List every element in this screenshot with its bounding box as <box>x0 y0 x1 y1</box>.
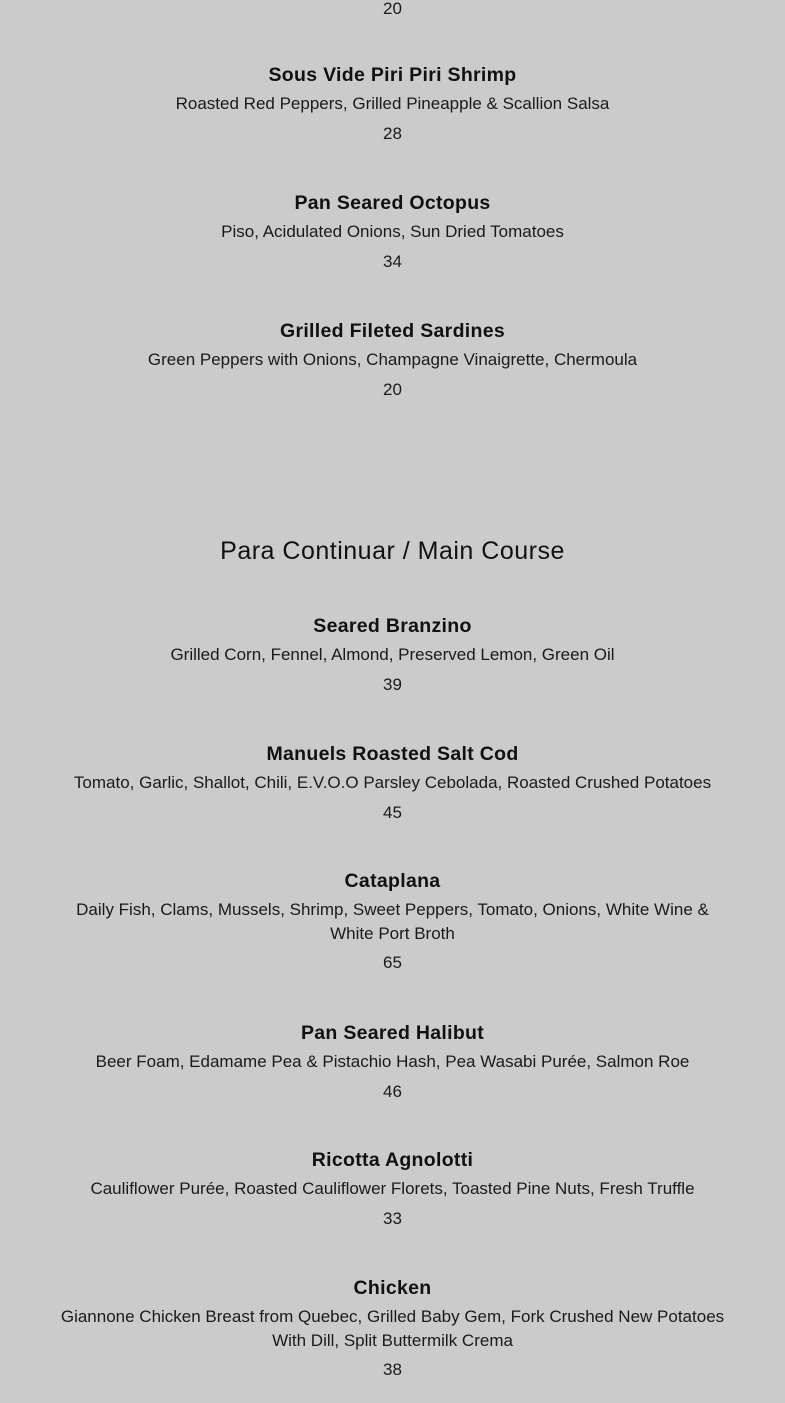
menu-item-name: Manuels Roasted Salt Cod <box>266 743 519 765</box>
menu-item-price: 45 <box>383 802 402 822</box>
menu-item-description: Daily Fish, Clams, Mussels, Shrimp, Sweet Peppers, Tomato, Onions, White Wine & White Port Broth <box>76 900 709 943</box>
menu-item <box>55 614 730 695</box>
menu-item-name: Sous Vide Piri Piri Shrimp <box>268 64 517 86</box>
menu-item <box>55 869 730 973</box>
menu-item-description: Grilled Corn, Fennel, Almond, Preserved Lemon, Green Oil <box>170 645 615 664</box>
menu-item-name: Seared Branzino <box>313 615 472 637</box>
menu-item-description: Piso, Acidulated Onions, Sun Dried Tomatoes <box>221 222 564 241</box>
menu-item-price: 20 <box>383 0 402 18</box>
menu-item-price: 33 <box>383 1208 402 1228</box>
menu-item-description: Roasted Red Peppers, Grilled Pineapple & Scallion Salsa <box>175 94 610 113</box>
menu-item-price: 28 <box>383 123 402 143</box>
menu-item-name: Grilled Fileted Sardines <box>279 320 505 342</box>
menu-item-name: Pan Seared Octopus <box>294 192 491 214</box>
menu-item <box>55 191 730 272</box>
section-heading: Para Continuar / Main Course <box>220 537 565 565</box>
menu-item-description: Giannone Chicken Breast from Quebec, Grilled Baby Gem, Fork Crushed New Potatoes With Dill, Split Buttermilk Crema <box>60 1307 725 1350</box>
menu-item <box>55 63 730 144</box>
menu-item-price: 65 <box>383 953 402 972</box>
menu-item <box>55 319 730 400</box>
menu-item-name: Ricotta Agnolotti <box>311 1149 474 1171</box>
menu-item-name: Chicken <box>353 1277 432 1299</box>
menu-item-name: Cataplana <box>344 870 441 892</box>
menu-item-description: Beer Foam, Edamame Pea & Pistachio Hash, Pea Wasabi Purée, Salmon Roe <box>95 1052 690 1071</box>
menu-item <box>20 742 765 823</box>
menu-item-price: 34 <box>383 251 402 271</box>
menu-item-price: 38 <box>383 1360 402 1379</box>
menu-item <box>55 1276 730 1380</box>
menu-item <box>55 1021 730 1102</box>
menu-item-description: Tomato, Garlic, Shallot, Chili, E.V.O.O Parsley Cebolada, Roasted Crushed Potatoes <box>73 773 712 792</box>
menu-item-price: 46 <box>383 1081 402 1101</box>
menu-item-name: Pan Seared Halibut <box>300 1022 485 1044</box>
menu-item-price: 20 <box>383 379 402 399</box>
menu-item <box>55 1148 730 1229</box>
menu-item-description: Green Peppers with Onions, Champagne Vinaigrette, Chermoula <box>147 350 638 369</box>
menu-item-description: Cauliflower Purée, Roasted Cauliflower Florets, Toasted Pine Nuts, Fresh Truffle <box>90 1179 695 1198</box>
menu-item-price: 39 <box>383 674 402 694</box>
